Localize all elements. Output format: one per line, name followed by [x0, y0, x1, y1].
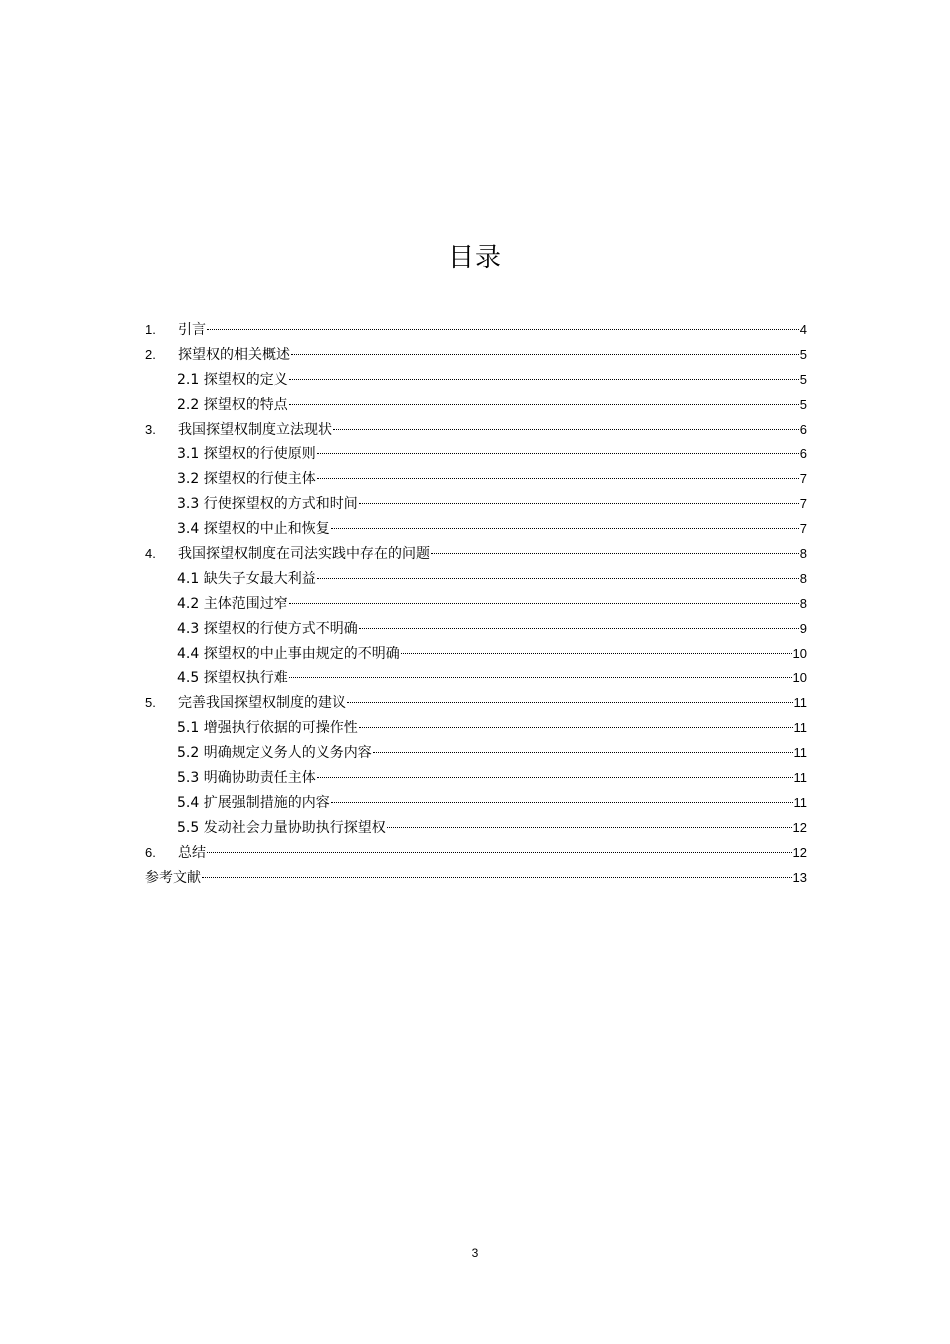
toc-entry[interactable] — [145, 368, 807, 393]
toc-entry-page: 13 — [792, 869, 807, 885]
dot-leader — [289, 378, 799, 380]
toc-entry-label: 我国探望权制度在司法实践中存在的问题 — [178, 546, 430, 563]
toc-entry[interactable] — [145, 592, 807, 617]
toc-entry-label: 我国探望权制度立法现状 — [178, 421, 332, 438]
dot-leader — [317, 577, 799, 579]
toc-entry-label: 参考文献 — [145, 869, 201, 886]
toc-entry-label: 4.5 探望权执行难 — [177, 670, 288, 687]
dot-leader — [359, 627, 799, 629]
toc-entry[interactable] — [145, 691, 807, 716]
toc-entry-label: 4.3 探望权的行使方式不明确 — [177, 620, 358, 637]
toc-entry[interactable] — [145, 816, 807, 841]
toc-entry[interactable] — [145, 542, 807, 567]
toc-entry-page: 7 — [799, 496, 807, 512]
dot-leader — [331, 801, 793, 803]
table-of-contents — [145, 318, 807, 890]
dot-leader — [207, 851, 792, 853]
dot-leader — [317, 477, 799, 479]
page-title: 目录 — [447, 243, 502, 273]
toc-entry-page: 10 — [792, 670, 807, 686]
toc-entry-label: 5.2 明确规定义务人的义务内容 — [177, 745, 372, 762]
dot-leader — [317, 776, 793, 778]
toc-entry-page: 7 — [799, 521, 807, 537]
toc-entry-label: 探望权的相关概述 — [178, 346, 290, 363]
dot-leader — [207, 328, 799, 330]
toc-entry-page: 9 — [799, 620, 807, 636]
toc-entry-number: 4. — [145, 546, 156, 562]
toc-entry-label: 4.2 主体范围过窄 — [177, 595, 288, 612]
toc-entry-label: 2.1 探望权的定义 — [177, 371, 288, 388]
toc-entry[interactable] — [145, 517, 807, 542]
dot-leader — [289, 676, 792, 678]
dot-leader — [331, 527, 799, 529]
toc-entry-label: 3.4 探望权的中止和恢复 — [177, 521, 330, 538]
page-number: 3 — [471, 1246, 479, 1260]
toc-entry[interactable] — [145, 442, 807, 467]
toc-entry-page: 11 — [793, 695, 807, 711]
toc-entry[interactable] — [145, 866, 807, 891]
toc-entry[interactable] — [145, 716, 807, 741]
toc-entry-number: 3. — [145, 421, 156, 437]
toc-entry[interactable] — [145, 393, 807, 418]
toc-entry-page: 6 — [799, 446, 807, 462]
toc-entry-page: 5 — [799, 346, 807, 362]
toc-entry-label: 2.2 探望权的特点 — [177, 396, 288, 413]
toc-entry-number: 5. — [145, 695, 156, 711]
toc-entry-number: 6. — [145, 844, 156, 860]
toc-entry-page: 11 — [793, 745, 807, 761]
toc-entry[interactable] — [145, 318, 807, 343]
toc-entry-number: 1. — [145, 322, 156, 337]
toc-entry[interactable] — [145, 841, 807, 866]
toc-entry[interactable] — [145, 642, 807, 667]
dot-leader — [202, 876, 792, 878]
dot-leader — [401, 652, 792, 654]
toc-entry-page: 8 — [799, 570, 807, 586]
toc-entry[interactable] — [145, 418, 807, 443]
dot-leader — [289, 602, 799, 604]
toc-entry-page: 5 — [799, 396, 807, 412]
toc-entry[interactable] — [145, 766, 807, 791]
toc-entry-label: 引言 — [178, 322, 206, 338]
dot-leader — [431, 552, 799, 554]
toc-entry-label: 5.4 扩展强制措施的内容 — [177, 794, 330, 811]
toc-entry-page: 8 — [799, 546, 807, 562]
toc-entry-label: 3.2 探望权的行使主体 — [177, 471, 316, 488]
toc-entry-label: 4.4 探望权的中止事由规定的不明确 — [177, 645, 400, 662]
toc-entry-label: 总结 — [178, 844, 206, 861]
dot-leader — [387, 826, 792, 828]
toc-entry[interactable] — [145, 617, 807, 642]
dot-leader — [317, 452, 799, 454]
toc-entry-label: 3.1 探望权的行使原则 — [177, 446, 316, 463]
toc-entry-label: 5.3 明确协助责任主体 — [177, 770, 316, 787]
toc-entry-page: 11 — [793, 770, 807, 786]
toc-entry-label: 3.3 行使探望权的方式和时间 — [177, 496, 358, 513]
dot-leader — [333, 428, 799, 430]
toc-entry-label: 4.1 缺失子女最大利益 — [177, 570, 316, 587]
toc-entry-page: 6 — [799, 421, 807, 437]
dot-leader — [373, 751, 793, 753]
toc-entry-page: 11 — [793, 794, 807, 810]
toc-entry-page: 12 — [792, 819, 807, 835]
toc-entry[interactable] — [145, 666, 807, 691]
toc-entry-page: 4 — [799, 322, 807, 337]
toc-entry-page: 5 — [799, 371, 807, 387]
toc-entry-page: 12 — [792, 844, 807, 860]
toc-entry-number: 2. — [145, 346, 156, 362]
toc-entry-page: 11 — [793, 720, 807, 736]
toc-entry-page: 8 — [799, 595, 807, 611]
toc-entry[interactable] — [145, 791, 807, 816]
dot-leader — [359, 502, 799, 504]
dot-leader — [289, 403, 799, 405]
dot-leader — [359, 726, 793, 728]
toc-entry[interactable] — [145, 343, 807, 368]
dot-leader — [291, 353, 799, 355]
toc-entry[interactable] — [145, 467, 807, 492]
toc-entry[interactable] — [145, 741, 807, 766]
toc-entry[interactable] — [145, 492, 807, 517]
toc-entry-page: 10 — [792, 645, 807, 661]
toc-entry-label: 完善我国探望权制度的建议 — [178, 695, 346, 712]
toc-entry-label: 5.1 增强执行依据的可操作性 — [177, 720, 358, 737]
dot-leader — [347, 701, 793, 703]
toc-entry-page: 7 — [799, 471, 807, 487]
toc-entry[interactable] — [145, 567, 807, 592]
toc-entry-label: 5.5 发动社会力量协助执行探望权 — [177, 819, 386, 836]
